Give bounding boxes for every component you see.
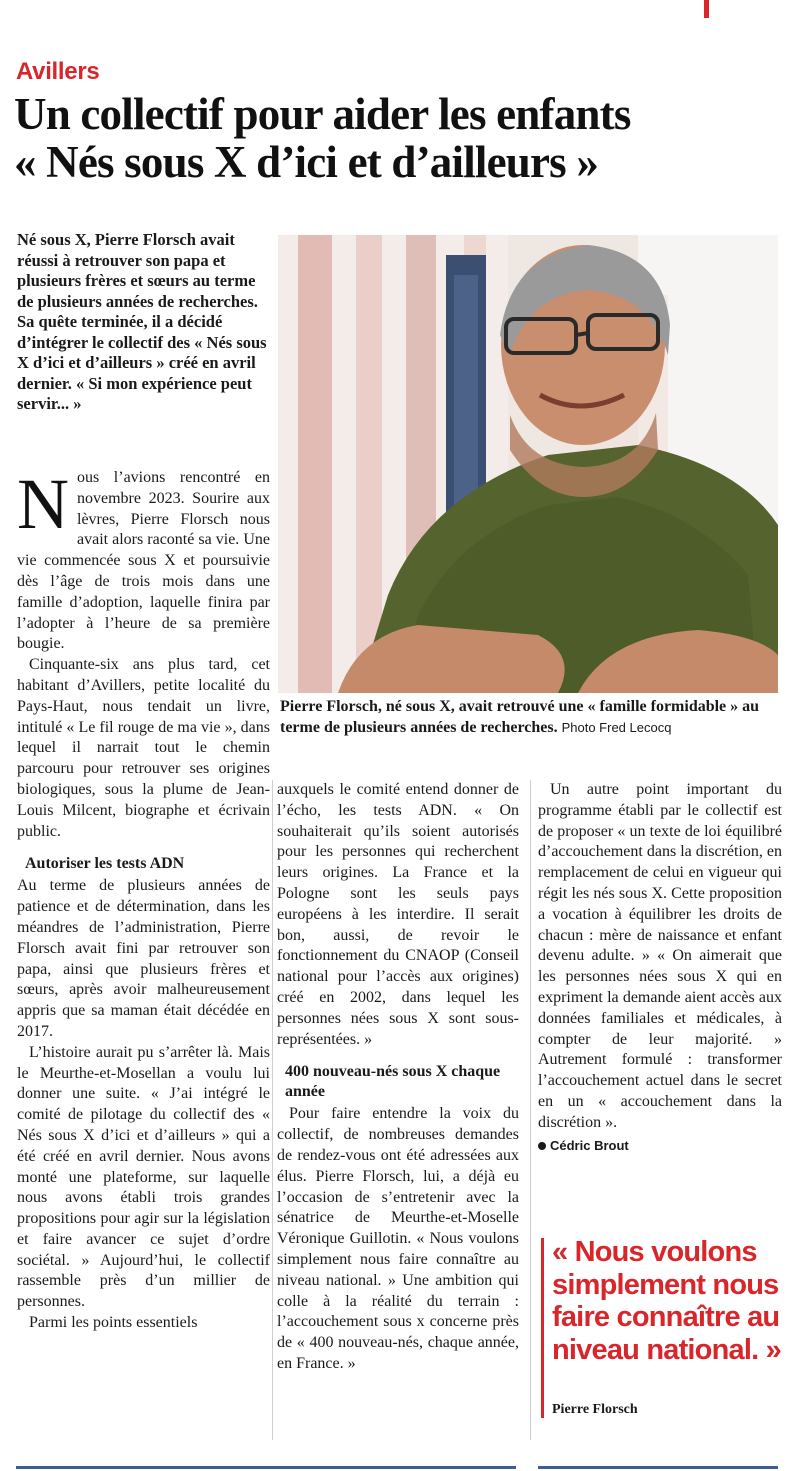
body-paragraph-6: auxquels le comité entend donner de l’écho, les tests ADN. « On souhaiterait qu’ils soient autorisés pour les personnes qui recherchent leurs origines. La France et la Pologne sont les seuls pays européens à les interdire. Il serait bon, aussi, de revoir le fonctionnement du CNAOP (Conseil national pour l’accès aux origines) créé en 2002, dans lequel les personnes nées sous X sont sous-représentées. » xyxy=(277,781,519,1048)
article-column-2 xyxy=(277,780,519,1375)
subhead-tests-adn: Autoriser les tests ADN xyxy=(25,855,185,873)
chapo-lead: Né sous X, Pierre Florsch avait réussi à retrouver son papa et plusieurs frères et sœurs au terme de plusieurs années de recherches. Sa quête terminée, il a décidé d’intégrer le collectif des « Nés sous X d’ici et d’ailleurs » créé en avril dernier. « Si mon expérience peut servir... » xyxy=(17,230,267,413)
bottom-rule-right xyxy=(538,1466,778,1469)
column-divider-1 xyxy=(272,780,273,1440)
body-paragraph-5: Parmi les points essentiels xyxy=(29,1314,198,1332)
photo-caption xyxy=(280,697,780,738)
body-paragraph-3: Au terme de plusieurs années de patience et de détermination, dans les méandres de l’administration, Pierre Florsch avait fini par retrouver son papa, ainsi que plusieurs frères et sœurs, après avoir malheureusement appris que sa maman était décédée en 2017. xyxy=(17,877,270,1040)
subhead-nouveau-nes: 400 nouveau-nés sous X chaque année xyxy=(285,1063,501,1101)
author-signature xyxy=(538,1136,782,1157)
portrait-illustration xyxy=(278,235,778,693)
photo-caption-text: Pierre Florsch, né sous X, avait retrouvé une « famille formidable » au terme de plusieurs années de recherches. xyxy=(280,698,760,736)
body-paragraph-2: Cinquante-six ans plus tard, cet habitant d’Avillers, petite localité du Pays-Haut, nous tendait un livre, intitulé « Le fil rouge de ma vie », dans lequel il narrait tout le chemin parcouru pour retrouver ses origines biologiques, sous la plume de Jean-Louis Milcent, biographe et écrivain public. xyxy=(17,656,270,840)
pull-quote-author: Pierre Florsch xyxy=(552,1402,638,1417)
kicker-location: Avillers xyxy=(16,58,100,85)
pull-quote-bar xyxy=(541,1238,544,1418)
dropcap-letter: N xyxy=(17,468,69,544)
pull-quote xyxy=(538,1226,788,1438)
body-paragraph-1: ous l’avions rencontré en novembre 2023. Sourire aux lèvres, Pierre Florsch nous avait alors raconté sa vie. Une vie commencée sous X et poursuivie dès l’âge de trois mois dans une famille d’adoption, laquelle finira par l’adopter à l’heure de sa première bougie. xyxy=(17,469,270,653)
article-photo xyxy=(278,235,778,693)
article-column-3 xyxy=(538,780,782,1156)
top-red-mark xyxy=(704,0,709,18)
headline-line-1: Un collectif pour aider les enfants xyxy=(14,89,631,139)
bottom-rule-left xyxy=(16,1466,516,1469)
body-paragraph-8: Un autre point important du programme établi par le collectif est de proposer « un texte de loi équilibré d’accouchement dans la discrétion, en remplacement de celui en vigueur qui régit les nés sous X. Cette proposition a vocation à équilibrer les droits de chacun : mère de naissance et enfant devenu adulte. » « On aimerait que les personnes nées sous X qui en expriment la demande aient accès aux données familiales et médicales, à compter de leur majorité. » Autrement formulé : transformer l’accouchement actuel dans le secret en un « accouchement dans la discrétion ». xyxy=(538,781,782,1131)
headline-line-2: « Nés sous X d’ici et d’ailleurs » xyxy=(14,137,599,187)
body-paragraph-4: L’histoire aurait pu s’arrêter là. Mais le Meurthe-et-Mosellan a voulu lui donner une suite. « J’ai intégré le comité de pilotage du collectif des « Nés sous X d’ici et d’ailleurs » qui a été créé en avril dernier. Nous avons monté une plateforme, sur laquelle nous avons établi trois grandes propositions pour agir sur la législation et faire avancer ce sujet d’ordre sociétal. » Aujourd’hui, le collectif rassemble près d’un millier de personnes. xyxy=(17,1043,270,1311)
headline xyxy=(14,90,794,186)
signature-bullet-icon xyxy=(538,1142,546,1150)
column-divider-2 xyxy=(530,780,531,1440)
article-column-1 xyxy=(17,468,270,1334)
photo-credit: Photo Fred Lecocq xyxy=(561,719,672,735)
first-paragraph-block xyxy=(17,468,270,655)
pull-quote-text: « Nous voulons simplement nous faire connaître au niveau national. » xyxy=(552,1236,781,1366)
body-paragraph-7: Pour faire entendre la voix du collectif, de nombreuses demandes de rendez-vous ont été adressées aux élus. Pierre Florsch, lui, a déjà eu l’occasion de s’entretenir avec la sénatrice de Meurthe-et-Moselle Véronique Guillotin. « Nous voulons simplement nous faire connaître au niveau national. » Une ambition qui colle à la réalité du terrain : l’accouchement sous x concerne près de « 400 nouveau-nés, chaque année, en France. » xyxy=(277,1105,519,1372)
author-name: Cédric Brout xyxy=(550,1137,629,1153)
